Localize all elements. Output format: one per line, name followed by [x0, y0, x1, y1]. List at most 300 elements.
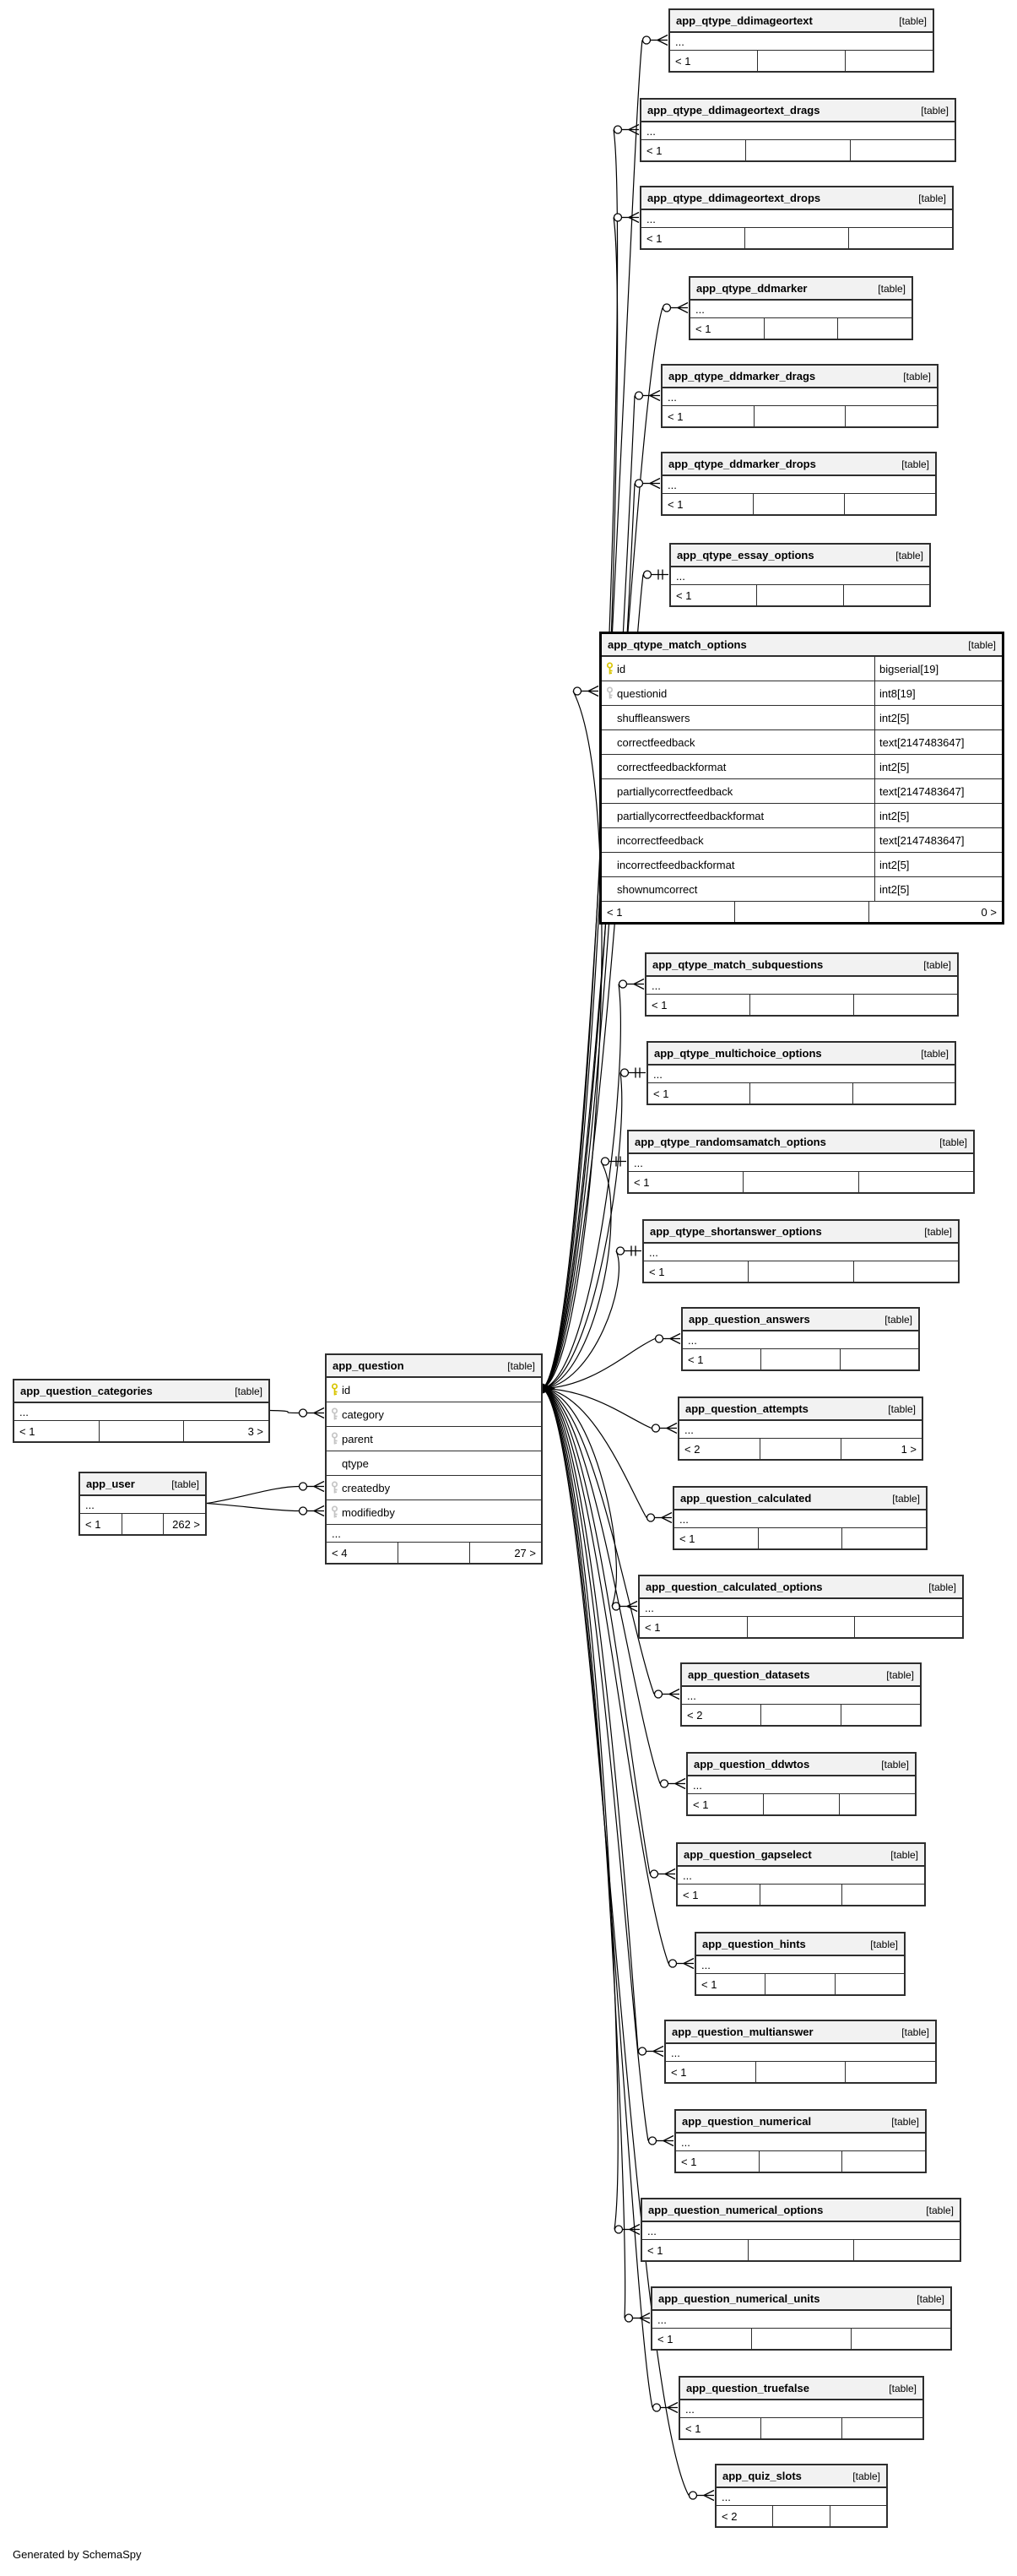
table-footer — [602, 902, 1002, 922]
table-app_question_numerical_units[interactable] — [651, 2286, 952, 2351]
table-header[interactable] — [641, 100, 955, 122]
footer-cell-0: < 1 — [693, 1798, 709, 1811]
collapsed-columns-ellipsis: ... — [646, 977, 957, 995]
table-footer — [679, 1439, 922, 1459]
column-row-shownumcorrect — [602, 877, 1002, 902]
footer-cell-2 — [845, 2062, 935, 2082]
table-name[interactable]: app_qtype_ddimageortext_drops — [647, 192, 821, 204]
column-type: text[2147483647] — [874, 779, 1002, 803]
collapsed-columns-ellipsis: ... — [696, 1956, 904, 1974]
table-type-badge: [table] — [852, 2470, 880, 2482]
table-type-badge: [table] — [921, 1047, 949, 1060]
footer-cell-0: < 1 — [683, 1888, 699, 1901]
table-name[interactable]: app_question_numerical_options — [648, 2204, 824, 2216]
table-name[interactable]: app_qtype_shortanswer_options — [650, 1225, 822, 1238]
column-row-id — [602, 657, 1002, 681]
footer-cell-0: < 1 — [653, 1087, 669, 1100]
table-footer — [690, 318, 912, 339]
footer-cell-0: < 1 — [652, 998, 668, 1011]
table-name[interactable]: app_quiz_slots — [722, 2470, 802, 2482]
collapsed-columns-ellipsis: ... — [676, 2134, 925, 2151]
footer-cell-2 — [844, 494, 935, 514]
footer-cell-1 — [760, 1439, 841, 1459]
footer-cell-1 — [749, 1083, 852, 1104]
table-header[interactable] — [642, 2199, 960, 2222]
footer-cell-1 — [755, 2062, 846, 2082]
footer-cell-1 — [764, 318, 838, 339]
table-type-badge: [table] — [888, 1402, 916, 1415]
table-type-badge: [table] — [891, 2115, 919, 2128]
collapsed-columns-ellipsis: ... — [680, 2400, 922, 2418]
table-footer — [663, 494, 935, 514]
table-type-badge: [table] — [171, 1478, 199, 1490]
table-footer — [717, 2506, 886, 2526]
collapsed-columns-ellipsis: ... — [327, 1525, 541, 1543]
column-type: int2[5] — [874, 755, 1002, 778]
table-type-badge: [table] — [901, 458, 929, 470]
table-type-badge: [table] — [918, 192, 946, 204]
collapsed-columns-ellipsis: ... — [682, 1687, 920, 1705]
table-name[interactable]: app_qtype_randomsamatch_options — [635, 1136, 826, 1148]
footer-cell-1 — [99, 1421, 184, 1441]
table-footer — [676, 2151, 925, 2172]
primary-key-icon — [602, 662, 617, 675]
footer-cell-0: < 1 — [649, 1265, 665, 1278]
column-type: bigserial[19] — [874, 657, 1002, 681]
column-row-incorrectfeedbackformat — [602, 853, 1002, 877]
table-footer — [671, 585, 929, 605]
collapsed-columns-ellipsis: ... — [641, 210, 952, 228]
table-app_question_multianswer[interactable] — [664, 2020, 937, 2084]
table-app_qtype_ddmarker_drops[interactable] — [661, 452, 937, 516]
table-header[interactable] — [640, 1576, 962, 1599]
table-app_qtype_ddmarker[interactable] — [689, 276, 913, 340]
column-type: int2[5] — [874, 853, 1002, 876]
column-name: partiallycorrectfeedbackformat — [617, 809, 765, 822]
footer-cell-0: < 1 — [607, 905, 623, 919]
table-app_qtype_ddimageortext[interactable] — [668, 8, 934, 73]
collapsed-columns-ellipsis: ... — [679, 1421, 922, 1439]
column-name: category — [342, 1407, 384, 1421]
footer-cell-2 — [853, 2240, 960, 2260]
column-type: text[2147483647] — [874, 730, 1002, 754]
table-app_question_truefalse[interactable] — [679, 2376, 924, 2440]
column-name: questionid — [617, 686, 668, 700]
footer-cell-1 — [734, 902, 868, 922]
footer-cell-1 — [760, 1349, 839, 1369]
footer-cell-1 — [760, 2418, 841, 2438]
column-row-category — [327, 1402, 541, 1427]
column-row-incorrectfeedback — [602, 828, 1002, 853]
table-footer — [14, 1421, 268, 1441]
footer-cell-0: < 1 — [688, 1353, 704, 1366]
collapsed-columns-ellipsis: ... — [678, 1867, 924, 1885]
table-header[interactable] — [666, 2021, 935, 2044]
footer-cell-2 — [841, 2418, 922, 2438]
footer-cell-1 — [744, 228, 848, 248]
table-app_question_numerical_options[interactable] — [641, 2198, 961, 2262]
table-app_qtype_randomsamatch_options[interactable] — [627, 1130, 975, 1194]
foreign-key-icon — [327, 1505, 342, 1519]
collapsed-columns-ellipsis: ... — [690, 301, 912, 318]
footer-cell-2 — [858, 1172, 973, 1192]
footer-cell-1 — [754, 406, 846, 426]
footer-cell-1 — [751, 2329, 851, 2349]
table-header[interactable] — [678, 1844, 924, 1867]
column-row-correctfeedback — [602, 730, 1002, 755]
collapsed-columns-ellipsis: ... — [683, 1331, 918, 1349]
table-header[interactable] — [641, 187, 952, 210]
table-type-badge: [table] — [924, 1225, 952, 1238]
table-type-badge: [table] — [939, 1136, 967, 1148]
footer-cell-2 — [840, 1349, 918, 1369]
footer-cell-0: < 1 — [645, 1620, 661, 1634]
collapsed-columns-ellipsis: ... — [648, 1066, 955, 1083]
table-type-badge: [table] — [886, 1668, 914, 1681]
table-app_question_hints[interactable] — [695, 1932, 906, 1996]
table-app_question_calculated_options[interactable] — [638, 1575, 964, 1639]
table-footer — [670, 51, 933, 71]
column-name: shuffleanswers — [617, 711, 690, 724]
column-row-correctfeedbackformat — [602, 755, 1002, 779]
column-name: incorrectfeedbackformat — [617, 858, 735, 871]
footer-cell-1 — [756, 585, 842, 605]
table-type-badge: [table] — [901, 2026, 929, 2038]
column-row-qtype — [327, 1451, 541, 1476]
table-type-badge: [table] — [881, 1758, 909, 1771]
table-header[interactable] — [682, 1664, 920, 1687]
table-footer — [696, 1974, 904, 1994]
footer-cell-1 — [748, 2240, 854, 2260]
table-name[interactable]: app_question_calculated_options — [646, 1581, 823, 1593]
footer-cell-2 — [841, 1528, 926, 1548]
footer-cell-0: < 2 — [687, 1708, 703, 1722]
footer-cell-2 — [851, 2329, 950, 2349]
table-footer — [678, 1885, 924, 1905]
table-app_quiz_slots[interactable] — [715, 2464, 888, 2528]
table-name[interactable]: app_question_attempts — [685, 1402, 809, 1415]
collapsed-columns-ellipsis: ... — [641, 122, 955, 140]
table-type-badge: [table] — [870, 1938, 898, 1950]
footer-cell-2 — [845, 406, 937, 426]
column-name: shownumcorrect — [617, 882, 698, 896]
column-type: int2[5] — [874, 877, 1002, 901]
table-name[interactable]: app_qtype_multichoice_options — [654, 1047, 822, 1060]
table-app_question_gapselect[interactable] — [676, 1842, 926, 1906]
footer-cell-1 — [398, 1543, 469, 1563]
footer-cell-0: < 2 — [684, 1442, 701, 1456]
column-name: createdby — [342, 1481, 391, 1494]
table-app_qtype_multichoice_options[interactable] — [646, 1041, 956, 1105]
table-header[interactable] — [679, 1398, 922, 1421]
footer-cell-0: < 1 — [657, 2332, 673, 2346]
footer-cell-1 — [122, 1514, 164, 1534]
collapsed-columns-ellipsis: ... — [663, 388, 937, 406]
table-footer — [666, 2062, 935, 2082]
collapsed-columns-ellipsis: ... — [688, 1776, 915, 1794]
foreign-key-icon — [602, 686, 617, 700]
table-app_question_answers[interactable] — [681, 1307, 920, 1371]
footer-cell-2 — [853, 1261, 958, 1282]
table-name[interactable]: app_qtype_ddmarker_drops — [668, 458, 816, 470]
footer-cell-2 — [837, 318, 912, 339]
footer-cell-1 — [753, 494, 844, 514]
column-name: correctfeedback — [617, 735, 695, 749]
table-name[interactable]: app_qtype_ddimageortext_drags — [647, 104, 820, 117]
footer-cell-0: < 1 — [695, 322, 711, 335]
table-type-badge: [table] — [928, 1581, 956, 1593]
collapsed-columns-ellipsis: ... — [14, 1403, 268, 1421]
footer-cell-0: < 1 — [701, 1977, 717, 1991]
table-header[interactable] — [646, 954, 957, 977]
table-app_user[interactable] — [78, 1472, 207, 1536]
table-type-badge: [table] — [895, 549, 923, 561]
column-row-shuffleanswers — [602, 706, 1002, 730]
footer-cell-1 — [760, 1885, 842, 1905]
footer-cell-1 — [758, 1528, 842, 1548]
collapsed-columns-ellipsis: ... — [652, 2311, 950, 2329]
footer-cell-2: 27 > — [469, 1543, 541, 1563]
table-footer — [629, 1172, 973, 1192]
table-app_question_ddwtos[interactable] — [686, 1752, 917, 1816]
table-app_qtype_match_subquestions[interactable] — [645, 952, 959, 1017]
footer-cell-2 — [841, 1705, 920, 1725]
footer-cell-1 — [759, 2151, 842, 2172]
footer-cell-0: < 1 — [647, 2243, 663, 2257]
footer-cell-0: < 1 — [646, 231, 663, 245]
table-header[interactable] — [683, 1309, 918, 1331]
collapsed-columns-ellipsis: ... — [670, 33, 933, 51]
table-name[interactable]: app_qtype_essay_options — [677, 549, 814, 561]
collapsed-columns-ellipsis: ... — [629, 1154, 973, 1172]
collapsed-columns-ellipsis: ... — [640, 1599, 962, 1617]
table-header[interactable] — [663, 366, 937, 388]
column-row-questionid — [602, 681, 1002, 706]
table-app_question_attempts[interactable] — [678, 1396, 923, 1461]
footer-cell-0: < 1 — [671, 2065, 687, 2079]
table-name[interactable]: app_question — [333, 1359, 404, 1372]
table-footer — [641, 140, 955, 160]
table-app_qtype_ddimageortext_drags[interactable] — [640, 98, 956, 162]
table-app_qtype_shortanswer_options[interactable] — [642, 1219, 960, 1283]
footer-cell-2: 1 > — [841, 1439, 922, 1459]
table-footer — [663, 406, 937, 426]
collapsed-columns-ellipsis: ... — [663, 476, 935, 494]
table-name[interactable]: app_question_answers — [689, 1313, 810, 1326]
table-name[interactable]: app_qtype_ddmarker — [696, 282, 808, 295]
collapsed-columns-ellipsis: ... — [717, 2488, 886, 2506]
column-name: qtype — [342, 1456, 369, 1470]
table-footer — [652, 2329, 950, 2349]
table-header[interactable] — [602, 634, 1002, 657]
collapsed-columns-ellipsis: ... — [642, 2222, 960, 2240]
table-header[interactable] — [629, 1131, 973, 1154]
footer-cell-0: < 1 — [19, 1424, 35, 1438]
table-header[interactable] — [648, 1043, 955, 1066]
table-type-badge: [table] — [235, 1385, 262, 1397]
table-app_qtype_ddimageortext_drops[interactable] — [640, 186, 954, 250]
footer-cell-2 — [854, 1617, 962, 1637]
table-footer — [674, 1528, 926, 1548]
table-header[interactable] — [327, 1355, 541, 1378]
column-row-partiallycorrectfeedback — [602, 779, 1002, 804]
table-footer — [640, 1617, 962, 1637]
table-header[interactable] — [80, 1473, 205, 1496]
table-name[interactable]: app_qtype_match_subquestions — [652, 958, 824, 971]
table-type-badge: [table] — [921, 104, 949, 117]
table-type-badge: [table] — [923, 958, 951, 971]
footer-cell-0: < 1 — [685, 2421, 701, 2435]
footer-cell-0: < 1 — [668, 497, 684, 511]
table-footer — [682, 1705, 920, 1725]
table-footer — [327, 1543, 541, 1563]
table-type-badge: [table] — [890, 1848, 918, 1861]
column-row-partiallycorrectfeedbackformat — [602, 804, 1002, 828]
column-type: text[2147483647] — [874, 828, 1002, 852]
collapsed-columns-ellipsis: ... — [671, 567, 929, 585]
footer-cell-1 — [745, 140, 850, 160]
table-type-badge: [table] — [899, 14, 927, 27]
footer-cell-0: < 1 — [646, 144, 663, 157]
column-name: correctfeedbackformat — [617, 760, 727, 773]
table-footer — [688, 1794, 915, 1814]
footer-cell-2 — [845, 51, 933, 71]
table-header[interactable] — [680, 2378, 922, 2400]
table-type-badge: [table] — [507, 1359, 535, 1372]
table-name[interactable]: app_qtype_ddimageortext — [676, 14, 813, 27]
table-footer — [646, 995, 957, 1015]
column-name: modifiedby — [342, 1505, 395, 1519]
table-app_qtype_essay_options[interactable] — [669, 543, 931, 607]
footer-cell-2 — [848, 228, 952, 248]
column-row-createdby — [327, 1476, 541, 1500]
column-name: partiallycorrectfeedback — [617, 784, 733, 798]
table-header[interactable] — [14, 1380, 268, 1403]
column-row-parent — [327, 1427, 541, 1451]
column-name: id — [617, 662, 626, 675]
table-footer — [80, 1514, 205, 1534]
generator-note: Generated by SchemaSpy — [13, 2548, 142, 2561]
table-footer — [648, 1083, 955, 1104]
table-header[interactable] — [652, 2288, 950, 2311]
footer-cell-0: < 1 — [668, 409, 684, 423]
table-header[interactable] — [717, 2465, 886, 2488]
table-type-badge: [table] — [917, 2292, 944, 2305]
footer-cell-2 — [835, 1974, 904, 1994]
table-name[interactable]: app_qtype_ddmarker_drags — [668, 370, 816, 382]
footer-cell-1 — [749, 995, 853, 1015]
table-header[interactable] — [696, 1933, 904, 1956]
table-footer — [680, 2418, 922, 2438]
table-name[interactable]: app_question_hints — [702, 1938, 806, 1950]
table-name[interactable]: app_question_ddwtos — [694, 1758, 810, 1771]
table-app_qtype_match_options[interactable] — [599, 632, 1004, 925]
table-footer — [683, 1349, 918, 1369]
column-type: int2[5] — [874, 804, 1002, 827]
table-type-badge: [table] — [892, 1492, 920, 1505]
column-row-modifiedby — [327, 1500, 541, 1525]
table-header[interactable] — [663, 453, 935, 476]
footer-cell-1 — [743, 1172, 857, 1192]
table-header[interactable] — [688, 1754, 915, 1776]
table-type-badge: [table] — [926, 2204, 954, 2216]
table-name[interactable]: app_question_numerical_units — [658, 2292, 820, 2305]
table-app_qtype_ddmarker_drags[interactable] — [661, 364, 939, 428]
collapsed-columns-ellipsis: ... — [80, 1496, 205, 1514]
table-type-badge: [table] — [884, 1313, 912, 1326]
footer-cell-1 — [747, 1617, 855, 1637]
footer-cell-2 — [841, 2151, 925, 2172]
collapsed-columns-ellipsis: ... — [644, 1244, 958, 1261]
footer-cell-0: < 4 — [332, 1546, 348, 1559]
footer-cell-0: < 2 — [722, 2509, 738, 2523]
footer-cell-0: < 1 — [675, 54, 691, 68]
table-footer — [644, 1261, 958, 1282]
table-name[interactable]: app_question_datasets — [688, 1668, 810, 1681]
table-app_question_categories[interactable] — [13, 1379, 270, 1443]
footer-cell-2: 0 > — [868, 902, 1002, 922]
column-type: int2[5] — [874, 706, 1002, 729]
table-header[interactable] — [670, 10, 933, 33]
collapsed-columns-ellipsis: ... — [666, 2044, 935, 2062]
foreign-key-icon — [327, 1481, 342, 1494]
table-name[interactable]: app_question_numerical — [682, 2115, 812, 2128]
table-app_question_calculated[interactable] — [673, 1486, 928, 1550]
table-type-badge: [table] — [903, 370, 931, 382]
foreign-key-icon — [327, 1407, 342, 1421]
table-app_question[interactable] — [325, 1353, 543, 1565]
footer-cell-2 — [830, 2506, 886, 2526]
footer-cell-1 — [757, 51, 845, 71]
table-type-badge: [table] — [889, 2382, 917, 2394]
table-name[interactable]: app_question_gapselect — [684, 1848, 812, 1861]
column-name: parent — [342, 1432, 373, 1445]
table-name[interactable]: app_question_multianswer — [672, 2026, 814, 2038]
footer-cell-0: < 1 — [676, 588, 692, 602]
footer-cell-2 — [841, 1885, 924, 1905]
table-app_question_datasets[interactable] — [680, 1662, 922, 1727]
table-app_question_numerical[interactable] — [674, 2109, 927, 2173]
table-footer — [642, 2240, 960, 2260]
footer-cell-2: 262 > — [163, 1514, 205, 1534]
column-type: int8[19] — [874, 681, 1002, 705]
foreign-key-icon — [327, 1432, 342, 1445]
column-name: incorrectfeedback — [617, 833, 704, 847]
table-header[interactable] — [676, 2111, 925, 2134]
table-header[interactable] — [644, 1221, 958, 1244]
footer-cell-0: < 1 — [679, 1532, 695, 1545]
table-name[interactable]: app_question_truefalse — [686, 2382, 809, 2394]
table-name[interactable]: app_question_calculated — [680, 1492, 812, 1505]
table-header[interactable] — [674, 1488, 926, 1510]
footer-cell-1 — [763, 1794, 839, 1814]
table-header[interactable] — [671, 545, 929, 567]
footer-cell-1 — [772, 2506, 829, 2526]
table-header[interactable] — [690, 278, 912, 301]
table-name[interactable]: app_question_categories — [20, 1385, 153, 1397]
footer-cell-2 — [852, 1083, 955, 1104]
table-name[interactable]: app_qtype_match_options — [608, 638, 747, 651]
footer-cell-0: < 1 — [634, 1175, 650, 1189]
footer-cell-0: < 1 — [85, 1517, 101, 1531]
footer-cell-1 — [748, 1261, 852, 1282]
column-row-id — [327, 1378, 541, 1402]
footer-cell-2 — [853, 995, 957, 1015]
footer-cell-2 — [843, 585, 929, 605]
primary-key-icon — [327, 1383, 342, 1396]
footer-cell-2 — [839, 1794, 915, 1814]
table-name[interactable]: app_user — [86, 1478, 135, 1490]
